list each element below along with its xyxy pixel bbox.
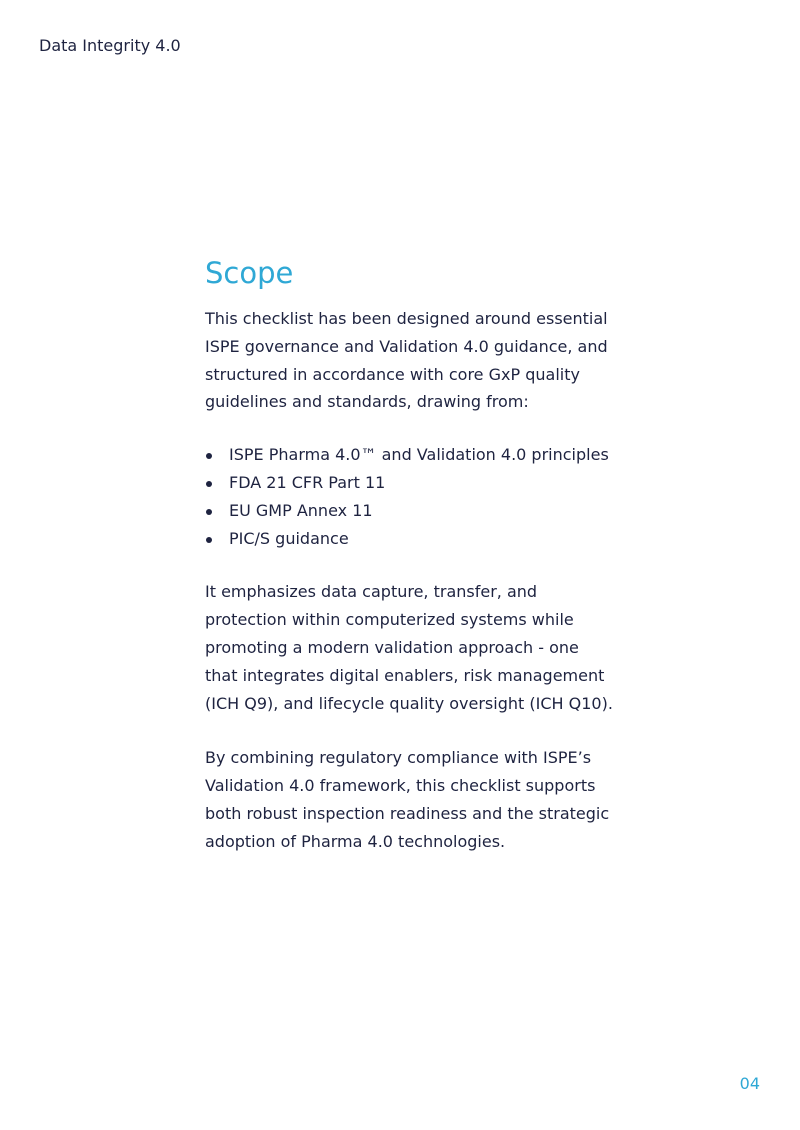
- list-item: [205, 441, 625, 469]
- conclusion-paragraph: [205, 744, 625, 855]
- list-item-text: ISPE Pharma 4.0™ and Validation 4.0 principles: [229, 445, 609, 465]
- bullet-dot-icon: [206, 537, 212, 543]
- paragraph-line: By combining regulatory compliance with ISPE’s: [205, 748, 592, 768]
- paragraph-line: (ICH Q9), and lifecycle quality oversight (ICH Q10).: [205, 693, 613, 713]
- page-number: 04: [739, 1074, 760, 1093]
- list-item: [205, 497, 625, 525]
- scope-section: [205, 253, 625, 856]
- paragraph-spacer: [205, 717, 625, 744]
- list-item: [205, 469, 625, 497]
- list-item-text: EU GMP Annex 11: [229, 500, 373, 520]
- paragraph-line: protection within computerized systems while: [205, 610, 574, 630]
- list-item-text: FDA 21 CFR Part 11: [229, 472, 386, 492]
- emphasis-paragraph: [205, 578, 625, 717]
- paragraph-line: It emphasizes data capture, transfer, and: [205, 582, 538, 602]
- intro-line: guidelines and standards, drawing from:: [205, 392, 529, 412]
- intro-paragraph: [205, 305, 625, 416]
- list-item: [205, 525, 625, 553]
- paragraph-line: adoption of Pharma 4.0 technologies.: [205, 831, 506, 851]
- paragraph-line: Validation 4.0 framework, this checklist supports: [205, 776, 596, 796]
- paragraph-line: both robust inspection readiness and the strategic: [205, 803, 610, 823]
- paragraph-line: promoting a modern validation approach - one: [205, 637, 579, 657]
- bullet-dot-icon: [206, 509, 212, 515]
- running-header-title: Data Integrity 4.0: [39, 36, 181, 55]
- intro-line: structured in accordance with core GxP quality: [205, 364, 580, 384]
- intro-line: This checklist has been designed around essential: [205, 309, 608, 328]
- sources-list: [205, 441, 625, 552]
- list-item-text: PIC/S guidance: [229, 528, 349, 548]
- bullet-dot-icon: [206, 453, 212, 459]
- bullet-dot-icon: [206, 481, 212, 487]
- intro-line: ISPE governance and Validation 4.0 guidance, and: [205, 336, 608, 356]
- section-title: Scope: [205, 256, 294, 290]
- paragraph-line: that integrates digital enablers, risk management: [205, 665, 605, 685]
